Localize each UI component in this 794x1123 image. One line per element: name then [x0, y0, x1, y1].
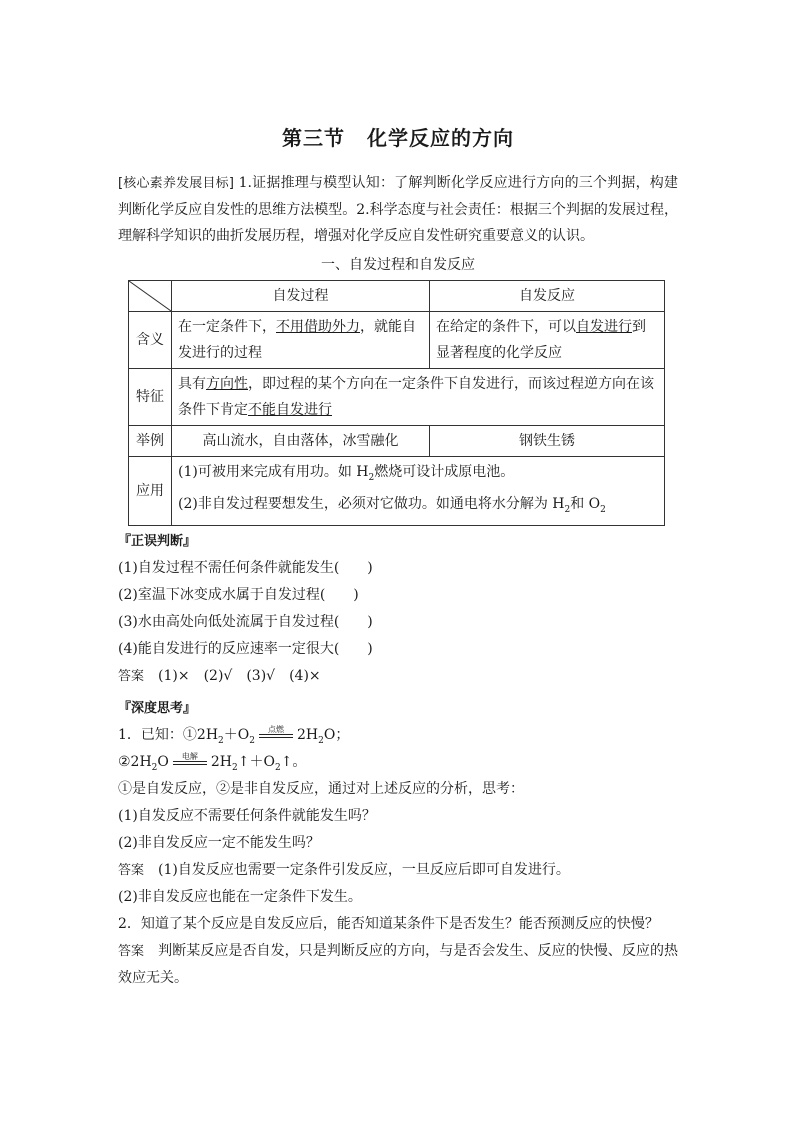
core-goals-text: 1.证据推理与模型认知：了解判断化学反应进行方向的三个判据，构建判断化学反应自发性的思维方法模型。2.科学态度与社会责任：根据三个判据的发展过程，理解科学知识的曲折发展历程，增强对化学反应自发性研究重要意义的认识。	[118, 175, 678, 244]
section-heading: 一、自发过程和自发反应	[321, 257, 475, 273]
cell-process-example: 高山流水，自由落体，冰雪融化	[172, 426, 430, 457]
table-header-row	[129, 281, 665, 312]
judgement-answer: 答案 (1)× (2)√ (3)√ (4)×	[118, 668, 321, 684]
reaction-condition-arrow: 电解	[173, 752, 207, 765]
title-section-number: 第三节	[282, 126, 345, 150]
table-row	[129, 457, 665, 526]
cell-reaction-example: 钢铁生锈	[430, 426, 665, 457]
header-spontaneous-process: 自发过程	[172, 281, 430, 312]
row-label-application: 应用	[129, 457, 172, 526]
comparison-table	[128, 280, 665, 526]
answer-1-line-1: 答案 (1)自发反应也需要一定条件引发反应，一旦反应后即可自发进行。	[118, 862, 570, 878]
diagonal-header-cell	[129, 281, 172, 312]
core-goals-paragraph	[118, 170, 678, 249]
cell-process-meaning: 在一定条件下，不用借助外力，就能自发进行的过程	[172, 312, 430, 369]
row-label-example: 举例	[129, 426, 172, 457]
cell-application	[172, 457, 665, 526]
header-spontaneous-reaction: 自发反应	[430, 281, 665, 312]
table-row	[129, 426, 665, 457]
row-label-meaning: 含义	[129, 312, 172, 369]
list-item: (3)水由高处向低处流属于自发过程( )	[118, 614, 373, 630]
cell-feature: 具有方向性，即过程的某个方向在一定条件下自发进行，而该过程逆方向在该条件下肯定不能自发进行	[172, 369, 665, 426]
question-1-sub-1: (1)自发反应不需要任何条件就能发生吗？	[118, 808, 376, 824]
reaction-condition-arrow: 点燃	[259, 725, 293, 738]
diagonal-line	[129, 281, 171, 311]
list-item: (2)室温下冰变成水属于自发过程( )	[118, 587, 359, 603]
question-2: 2．知道了某个反应是自发反应后，能否知道某条件下是否发生？能否预测反应的快慢？	[118, 916, 659, 932]
title-text: 化学反应的方向	[367, 126, 514, 150]
application-line-2: (2)非自发过程要想发生，必须对它做功。如通电将水分解为 $H_2$和 $O_2$	[178, 495, 606, 515]
judgement-section	[118, 528, 678, 690]
equation-2: $②2H_2O$ 电解 $2H_2↑+O_2↑$。	[118, 751, 307, 773]
table-row	[129, 369, 665, 426]
table-row	[129, 312, 665, 369]
question-1-sub-2: (2)非自发反应一定不能发生吗？	[118, 835, 320, 851]
answer-1-line-2: (2)非自发反应也能在一定条件下发生。	[118, 889, 362, 905]
cell-reaction-meaning: 在给定的条件下，可以自发进行到显著程度的化学反应	[430, 312, 665, 369]
page-title	[118, 122, 678, 151]
equation-1: 1．已知：$①2H_2+O_2$ 点燃 $2H_2O$；	[118, 724, 350, 746]
judgement-heading: 『正误判断』	[118, 534, 197, 549]
core-goals-tag: [核心素养发展目标]	[118, 176, 234, 191]
question-1-text: ①是自发反应，②是非自发反应，通过对上述反应的分析，思考：	[118, 781, 524, 797]
application-line-1: (1)可被用来完成有用功。如 $H_2$燃烧可设计成原电池。	[178, 464, 515, 483]
deep-thinking-section	[118, 695, 678, 992]
answer-2: 答案 判断某反应是否自发，只是判断反应的方向，与是否会发生、反应的快慢、反应的热效应无关。	[118, 943, 679, 986]
list-item: (1)自发过程不需任何条件就能发生( )	[118, 560, 373, 576]
list-item: (4)能自发进行的反应速率一定很大( )	[118, 641, 373, 657]
row-label-feature: 特征	[129, 369, 172, 426]
deep-thinking-heading: 『深度思考』	[118, 701, 197, 716]
